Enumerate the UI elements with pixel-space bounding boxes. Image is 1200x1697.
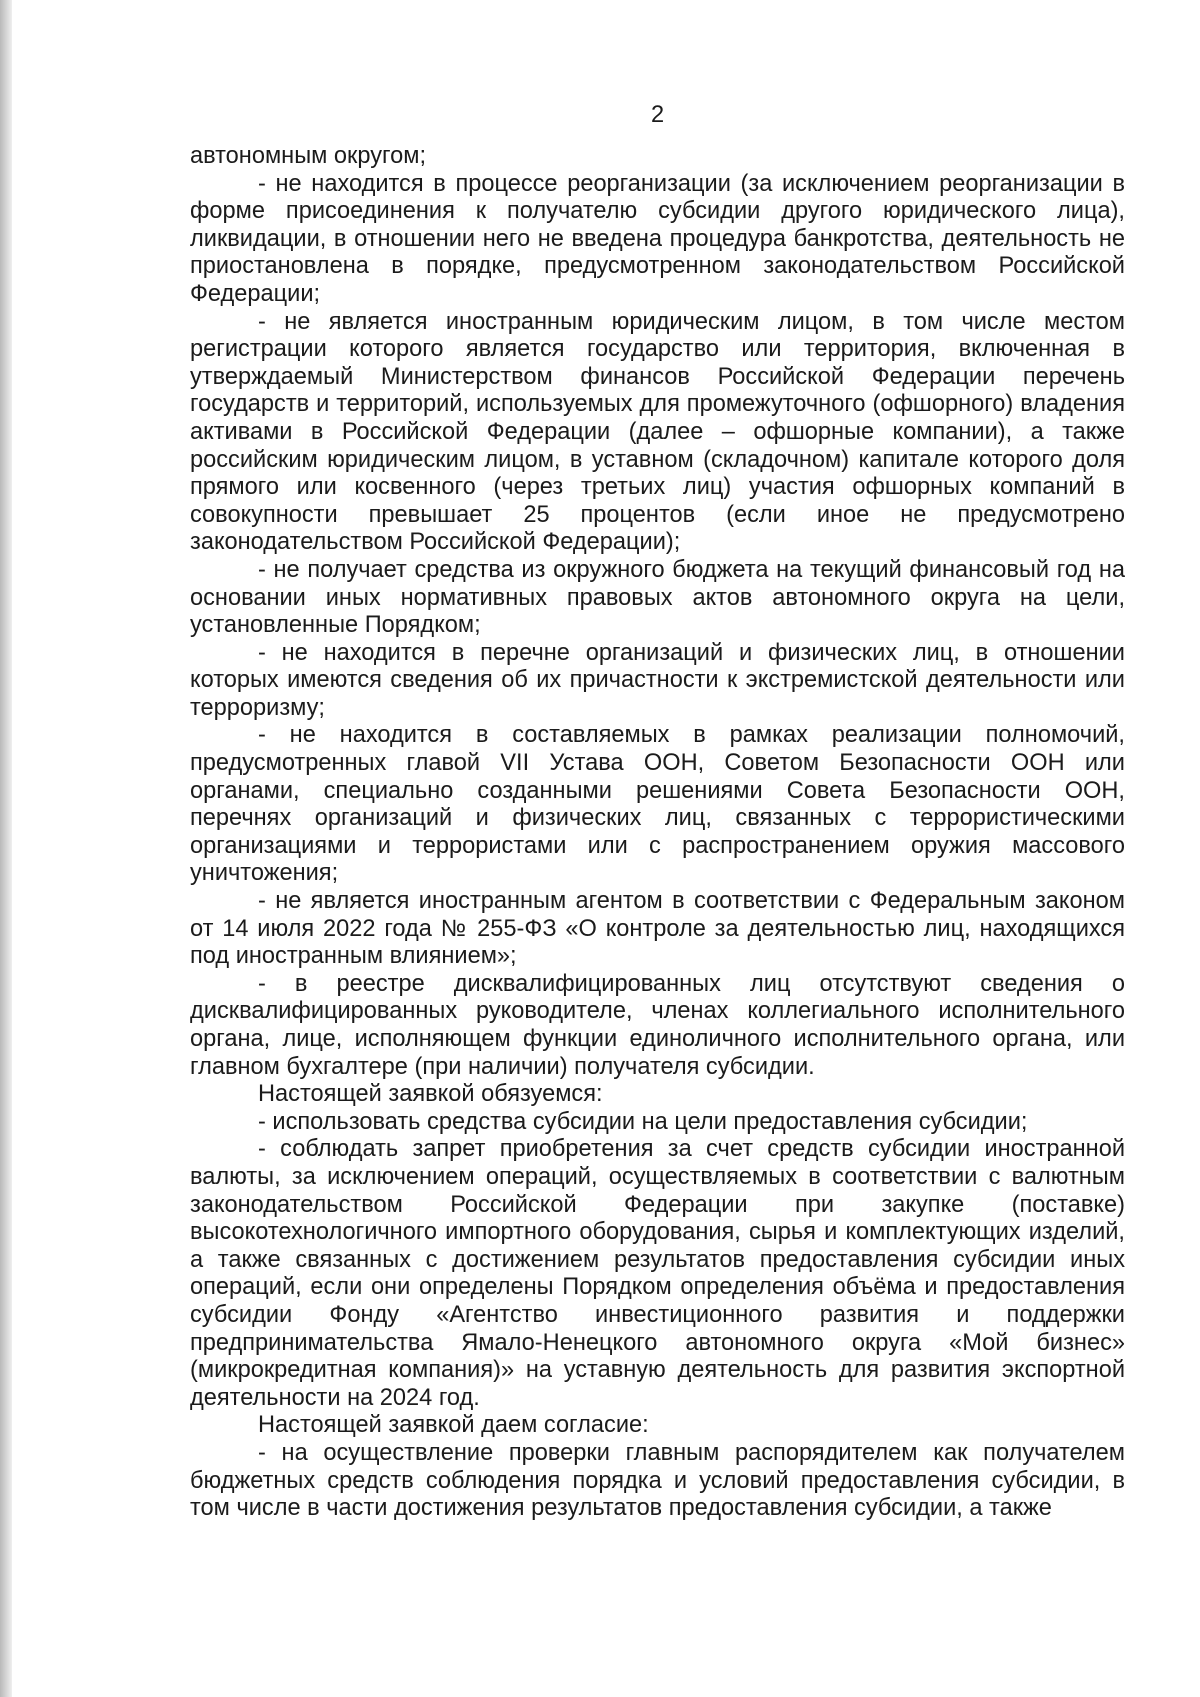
paragraph-not-in-extremism-list: - не находится в перечне организаций и физических лиц, в отношении которых имеются сведения об их причастности к экстремистской деятельности или терроризму; xyxy=(190,639,1125,721)
paragraph-not-in-reorganization: - не находится в процессе реорганизации (за исключением реорганизации в форме присоединения к получателю субсидии другого юридического лица), ликвидации, в отношении него не введена процедура банкротства, деятельность не приостановлена в порядке, предусмотренном законодательством Российской Федерации; xyxy=(190,170,1125,307)
paragraph-disqualified-persons-registry: - в реестре дисквалифицированных лиц отсутствуют сведения о дисквалифицированных руководителе, членах коллегиального исполнительного органа, лице, исполняющем функции единоличного исполнительного органа, или главном бухгалтере (при наличии) получателя субсидии. xyxy=(190,970,1125,1080)
paragraph-not-foreign-agent: - не является иностранным агентом в соответствии с Федеральным законом от 14 июля 2022 года № 255-ФЗ «О контроле за деятельностью лиц, находящихся под иностранным влиянием»; xyxy=(190,888,1125,970)
page-edge-shadow xyxy=(0,0,12,1697)
paragraph-obligations-heading: Настоящей заявкой обязуемся: xyxy=(258,1081,603,1108)
paragraph-continuation: автономным округом; xyxy=(190,143,427,169)
document-body xyxy=(190,143,1125,1523)
paragraph-consent-heading: Настоящей заявкой даем согласие: xyxy=(258,1412,649,1439)
paragraph-no-district-budget-funds: - не получает средства из окружного бюджета на текущий финансовый год на основании иных нормативных правовых актов автономного округа на цели, установленные Порядком; xyxy=(190,556,1125,639)
paragraph-currency-purchase-ban: - соблюдать запрет приобретения за счет средств субсидии иностранной валюты, за исключением операций, осуществляемых в соответствии с валютным законодательством Российской Федерации при закупке (поставке) высокотехнологичного импортного оборудования, сырья и комплектующих изделий, а также связанных с достижением результатов предоставления субсидии иных операций, если они определены Порядком определения объёма и предоставления субсидии Фонду «Агентство инвестиционного развития и поддержки предпринимательства Ямало-Ненецкого автономного округа «Мой бизнес» (микрокредитная компания)» на уставную деятельность для развития экспортной деятельности на 2024 год. xyxy=(190,1136,1125,1411)
paragraph-consent-to-inspection: - на осуществление проверки главным распорядителем как получателем бюджетных средств соблюдения порядка и условий предоставления субсидии, в том числе в части достижения результатов предоставления субсидии, а также xyxy=(190,1439,1125,1522)
paragraph-use-of-subsidy: - использовать средства субсидии на цели предоставления субсидии; xyxy=(258,1108,1028,1135)
page-number: 2 xyxy=(650,102,665,128)
paragraph-not-foreign-entity: - не является иностранным юридическим лицом, в том числе местом регистрации которого является государство или территория, включенная в утверждаемый Министерством финансов Российской Федерации перечень государств и территорий, используемых для промежуточного (офшорного) владения активами в Российской Федерации (далее – офшорные компании), а также российским юридическим лицом, в уставном (складочном) капитале которого доля прямого или косвенного (через третьих лиц) участия офшорных компаний в совокупности превышает 25 процентов (если иное не предусмотрено законодательством Российской Федерации); xyxy=(190,308,1125,556)
paragraph-not-in-un-lists: - не находится в составляемых в рамках реализации полномочий, предусмотренных главой VII Устава ООН, Советом Безопасности ООН или органами, специально созданными решениями Совета Безопасности ООН, перечнях организаций и физических лиц, связанных с террористическими организациями и террористами или с распространением оружия массового уничтожения; xyxy=(190,722,1125,887)
